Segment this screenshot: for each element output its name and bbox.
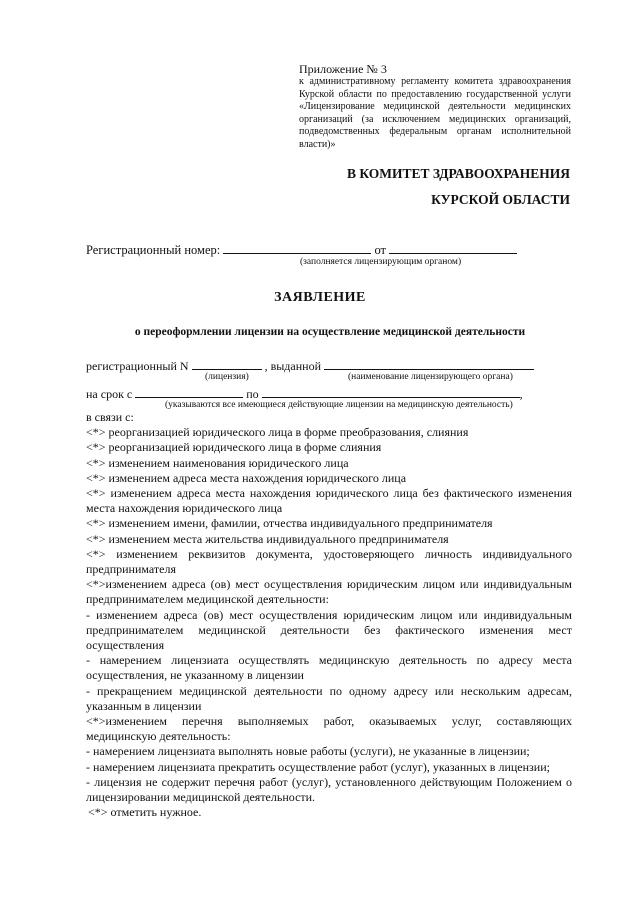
reason-item: <*> реорганизацией юридического лица в форме преобразования, слияния [86, 425, 469, 440]
appendix-block [299, 62, 571, 152]
term-from-label: на срок с [86, 387, 133, 401]
reason-item: <*> изменением места жительства индивидуального предпринимателя [86, 531, 449, 546]
registration-number-field[interactable] [223, 241, 371, 254]
registration-hint: (заполняется лицензирующим органом) [300, 257, 462, 267]
license-hint: (лицензия) [205, 372, 249, 382]
registration-from-label: от [374, 243, 387, 257]
document-title: ЗАЯВЛЕНИЕ [274, 290, 366, 305]
license-number-field[interactable] [192, 357, 262, 370]
recipient-line-1: В КОМИТЕТ ЗДРАВООХРАНЕНИЯ [346, 166, 570, 181]
reason-item: <*>изменением перечня выполняемых работ, оказываемых услуг, составляющих медицинскую деятельность: [86, 714, 572, 744]
term-end-field[interactable] [262, 385, 520, 398]
term-to-label: по [246, 387, 259, 401]
reason-item: <*> изменением имени, фамилии, отчества индивидуального предпринимателя [86, 516, 493, 531]
reason-subitem: - лицензия не содержит перечня работ (услуг), установленного действующим Положением о лицензировании медицинской деятельности. [86, 774, 572, 805]
reason-item: <*> изменением наименования юридического лица [86, 455, 349, 470]
recipient-line-2: КУРСКОЙ ОБЛАСТИ [431, 192, 570, 207]
organ-hint: (наименование лицензирующего органа) [348, 372, 513, 382]
issued-by-label: , выданной [264, 359, 321, 373]
reason-subitem: - намерением лицензиата осуществлять медицинскую деятельность по адресу места осуществления, не указанному в лицензии [86, 653, 572, 683]
term-comma: , [519, 387, 523, 401]
reason-subitem: - прекращением медицинской деятельности по одному адресу или нескольким адресам, указанным в лицензии [86, 683, 572, 713]
issuing-organ-field[interactable] [324, 357, 534, 370]
registration-date-field[interactable] [389, 241, 517, 254]
reason-item: <*> изменением адреса места нахождения юридического лица [86, 470, 407, 485]
reason-subitem: - намерением лицензиата прекратить осуществление работ (услуг), указанных в лицензии; [86, 759, 550, 774]
reason-item: <*> изменением адреса места нахождения юридического лица без фактического изменения места нахождения юридического лица [86, 486, 572, 516]
license-number-label: регистрационный N [86, 359, 189, 373]
reasons-list [86, 410, 572, 820]
recipient-block [347, 161, 570, 213]
reason-item: <*>изменением адреса (ов) мест осуществления юридическим лицом или индивидуальным предпринимателем медицинской деятельности: [86, 577, 572, 607]
registration-row [86, 241, 546, 258]
term-start-field[interactable] [135, 385, 243, 398]
reason-subitem: - намерением лицензиата выполнять новые работы (услуги), не указанные в лицензии; [86, 744, 530, 759]
appendix-title: Приложение № 3 [299, 62, 387, 76]
appendix-body: к административному регламенту комитета здравоохранения Курской области по предоставлению государственной услуги «Лицензирование медицинской деятельности медицинских организаций (за исключением медицинских организаций, подведомственных федеральным органам исполнительной власти)» [299, 76, 571, 150]
term-hint: (указываются все имеющиеся действующие лицензии на медицинскую деятельность) [165, 400, 513, 410]
reason-item: <*> изменением реквизитов документа, удостоверяющего личность индивидуального предпринимателя [86, 546, 572, 577]
reason-subitem: - изменением адреса (ов) мест осуществления юридическим лицом или индивидуальным предпринимателем медицинской деятельности без фактического изменения мест осуществления [86, 607, 572, 653]
document-subtitle: о переоформлении лицензии на осуществление медицинской деятельности [134, 326, 526, 338]
reason-intro: в связи с: [86, 410, 134, 424]
footnote: <*> отметить нужное. [88, 805, 202, 820]
registration-label: Регистрационный номер: [86, 243, 221, 257]
reason-item: <*> реорганизацией юридического лица в форме слияния [86, 440, 382, 455]
